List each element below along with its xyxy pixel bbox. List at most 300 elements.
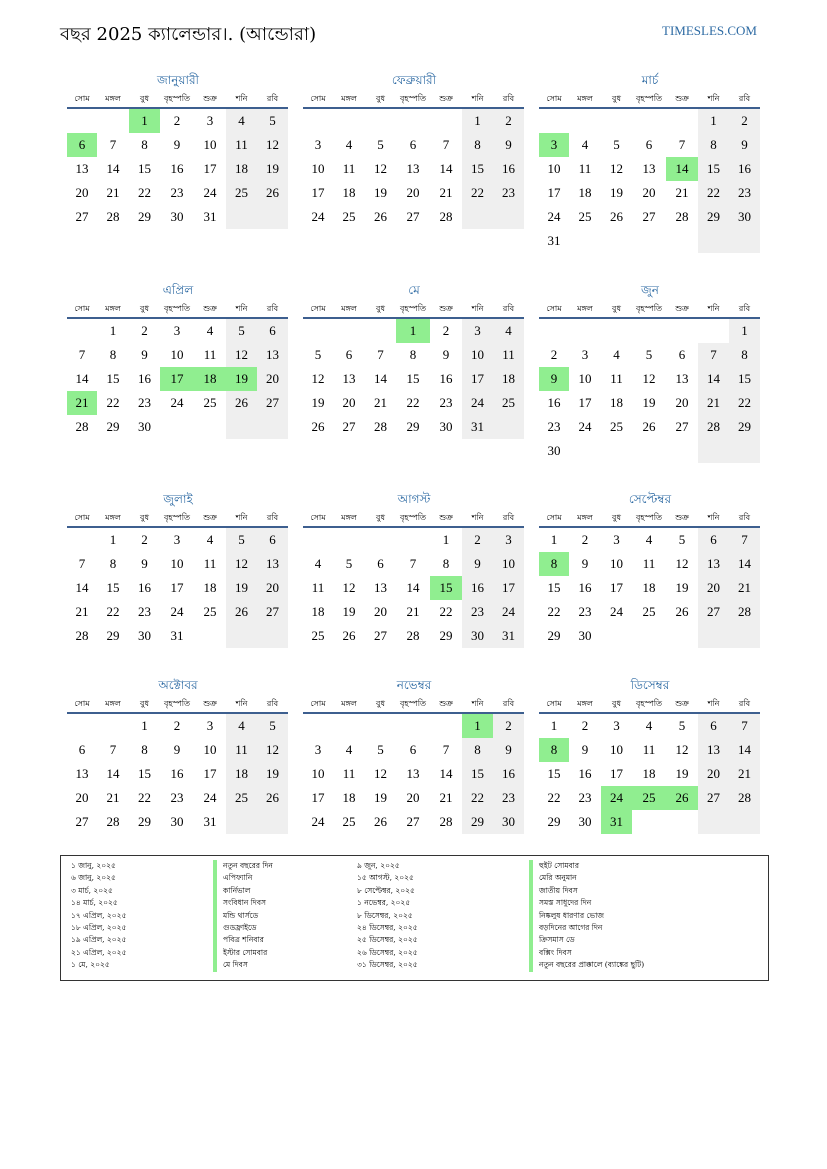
day-cell[interactable]: 8 (109, 556, 117, 571)
day-cell[interactable]: 6 (645, 137, 653, 152)
day-cell[interactable]: 21 (729, 576, 760, 600)
day-cell[interactable]: 30 (578, 628, 592, 643)
day-cell[interactable]: 17 (311, 790, 325, 805)
day-cell[interactable]: 3 (613, 718, 620, 733)
day-cell[interactable]: 5 (377, 742, 384, 757)
day-cell[interactable]: 14 (439, 766, 453, 781)
day-cell[interactable]: 10 (610, 742, 623, 757)
day-cell[interactable]: 26 (642, 419, 656, 434)
day-cell[interactable]: 13 (257, 552, 288, 576)
day-cell[interactable]: 9 (493, 738, 524, 762)
day-cell[interactable]: 29 (406, 419, 420, 434)
day-cell[interactable]: 24 (311, 814, 325, 829)
day-cell[interactable]: 12 (226, 552, 257, 576)
day-cell[interactable]: 12 (342, 580, 356, 595)
day-cell[interactable]: 2 (141, 532, 148, 547)
day-cell[interactable]: 29 (138, 209, 151, 224)
day-cell[interactable]: 21 (675, 185, 689, 200)
day-cell[interactable]: 6 (409, 137, 417, 152)
day-cell[interactable]: 30 (729, 205, 760, 229)
day-cell[interactable]: 8 (462, 738, 493, 762)
day-cell[interactable]: 19 (226, 367, 257, 391)
day-cell[interactable]: 14 (106, 161, 120, 176)
day-cell[interactable]: 12 (675, 556, 689, 571)
day-cell[interactable]: 5 (345, 556, 353, 571)
day-cell[interactable]: 8 (462, 133, 493, 157)
day-cell[interactable]: 30 (462, 624, 493, 648)
day-cell[interactable]: 16 (578, 766, 592, 781)
day-cell[interactable]: 20 (75, 185, 89, 200)
day-cell[interactable]: 31 (601, 810, 632, 834)
day-cell[interactable]: 29 (547, 814, 561, 829)
day-cell[interactable]: 17 (311, 185, 325, 200)
day-cell[interactable]: 26 (257, 786, 288, 810)
day-cell[interactable]: 1 (109, 323, 117, 338)
day-cell[interactable]: 10 (610, 556, 623, 571)
day-cell[interactable]: 22 (439, 604, 453, 619)
day-cell[interactable]: 27 (342, 419, 356, 434)
day-cell[interactable]: 19 (257, 157, 288, 181)
day-cell[interactable]: 1 (442, 532, 450, 547)
day-cell[interactable]: 15 (729, 367, 760, 391)
day-cell[interactable]: 23 (578, 790, 592, 805)
day-cell[interactable]: 1 (129, 109, 160, 133)
day-cell[interactable]: 4 (345, 742, 353, 757)
day-cell[interactable]: 13 (342, 371, 356, 386)
day-cell[interactable]: 25 (342, 814, 356, 829)
day-cell[interactable]: 17 (170, 580, 184, 595)
day-cell[interactable]: 11 (642, 556, 656, 571)
day-cell[interactable]: 11 (610, 371, 623, 386)
day-cell[interactable]: 25 (493, 391, 524, 415)
day-cell[interactable]: 29 (547, 628, 561, 643)
day-cell[interactable]: 11 (342, 161, 356, 176)
day-cell[interactable]: 20 (342, 395, 356, 410)
day-cell[interactable]: 24 (170, 395, 184, 410)
day-cell[interactable]: 18 (226, 157, 257, 181)
day-cell[interactable]: 18 (610, 395, 623, 410)
day-cell[interactable]: 13 (75, 161, 89, 176)
day-cell[interactable]: 17 (462, 367, 493, 391)
day-cell[interactable]: 25 (610, 419, 623, 434)
day-cell[interactable]: 23 (462, 600, 493, 624)
day-cell[interactable]: 25 (226, 786, 257, 810)
day-cell[interactable]: 3 (462, 319, 493, 343)
day-cell[interactable]: 16 (170, 161, 184, 176)
day-cell[interactable]: 25 (342, 209, 356, 224)
day-cell[interactable]: 4 (645, 532, 653, 547)
day-cell[interactable]: 23 (439, 395, 453, 410)
day-cell[interactable]: 20 (406, 790, 420, 805)
day-cell[interactable]: 20 (75, 790, 89, 805)
day-cell[interactable]: 20 (257, 367, 288, 391)
day-cell[interactable]: 16 (138, 371, 151, 386)
day-cell[interactable]: 27 (698, 786, 729, 810)
day-cell[interactable]: 27 (75, 209, 89, 224)
day-cell[interactable]: 30 (578, 814, 592, 829)
day-cell[interactable]: 1 (396, 319, 430, 343)
day-cell[interactable]: 19 (610, 185, 623, 200)
day-cell[interactable]: 4 (345, 137, 353, 152)
day-cell[interactable]: 26 (610, 209, 623, 224)
day-cell[interactable]: 13 (374, 580, 387, 595)
day-cell[interactable]: 7 (729, 714, 760, 738)
day-cell[interactable]: 6 (409, 742, 417, 757)
day-cell[interactable]: 24 (462, 391, 493, 415)
day-cell[interactable]: 15 (138, 161, 151, 176)
day-cell[interactable]: 7 (442, 742, 450, 757)
day-cell[interactable]: 16 (729, 157, 760, 181)
day-cell[interactable]: 8 (109, 347, 117, 362)
day-cell[interactable]: 11 (203, 347, 217, 362)
day-cell[interactable]: 17 (578, 395, 592, 410)
day-cell[interactable]: 26 (675, 604, 689, 619)
day-cell[interactable]: 18 (578, 185, 592, 200)
day-cell[interactable]: 18 (642, 766, 656, 781)
day-cell[interactable]: 18 (493, 367, 524, 391)
day-cell[interactable]: 21 (439, 790, 453, 805)
day-cell[interactable]: 23 (493, 181, 524, 205)
day-cell[interactable]: 16 (493, 762, 524, 786)
day-cell[interactable]: 28 (106, 814, 120, 829)
day-cell[interactable]: 6 (377, 556, 384, 571)
day-cell[interactable]: 9 (729, 133, 760, 157)
day-cell[interactable]: 3 (206, 718, 214, 733)
day-cell[interactable]: 10 (203, 137, 217, 152)
day-cell[interactable]: 2 (173, 113, 181, 128)
day-cell[interactable]: 10 (493, 552, 524, 576)
day-cell[interactable]: 24 (578, 419, 592, 434)
day-cell[interactable]: 16 (578, 580, 592, 595)
day-cell[interactable]: 25 (578, 209, 592, 224)
day-cell[interactable]: 23 (547, 419, 561, 434)
day-cell[interactable]: 11 (578, 161, 592, 176)
day-cell[interactable]: 21 (106, 790, 120, 805)
day-cell[interactable]: 20 (698, 762, 729, 786)
day-cell[interactable]: 9 (173, 137, 181, 152)
day-cell[interactable]: 4 (581, 137, 589, 152)
day-cell[interactable]: 20 (374, 604, 387, 619)
day-cell[interactable]: 15 (547, 580, 561, 595)
day-cell[interactable]: 11 (342, 766, 356, 781)
day-cell[interactable]: 15 (462, 762, 493, 786)
day-cell[interactable]: 3 (173, 532, 181, 547)
day-cell[interactable]: 3 (206, 113, 214, 128)
day-cell[interactable]: 2 (141, 323, 148, 338)
day-cell[interactable]: 19 (642, 395, 656, 410)
day-cell[interactable]: 9 (581, 742, 589, 757)
day-cell[interactable]: 19 (226, 576, 257, 600)
day-cell[interactable]: 5 (226, 319, 257, 343)
day-cell[interactable]: 22 (138, 185, 151, 200)
day-cell[interactable]: 18 (194, 367, 226, 391)
day-cell[interactable]: 17 (547, 185, 561, 200)
day-cell[interactable]: 15 (406, 371, 420, 386)
day-cell[interactable]: 9 (493, 133, 524, 157)
day-cell[interactable]: 5 (377, 137, 384, 152)
day-cell[interactable]: 27 (374, 628, 387, 643)
day-cell[interactable]: 22 (462, 181, 493, 205)
day-cell[interactable]: 20 (698, 576, 729, 600)
day-cell[interactable]: 7 (377, 347, 384, 362)
day-cell[interactable]: 24 (610, 604, 623, 619)
day-cell[interactable]: 14 (75, 371, 89, 386)
day-cell[interactable]: 16 (547, 395, 561, 410)
day-cell[interactable]: 1 (550, 718, 558, 733)
day-cell[interactable]: 10 (578, 371, 592, 386)
day-cell[interactable]: 2 (729, 109, 760, 133)
day-cell[interactable]: 21 (374, 395, 387, 410)
day-cell[interactable]: 13 (675, 371, 689, 386)
day-cell[interactable]: 30 (170, 209, 184, 224)
day-cell[interactable]: 11 (226, 133, 257, 157)
day-cell[interactable]: 9 (581, 556, 589, 571)
day-cell[interactable]: 11 (311, 580, 325, 595)
day-cell[interactable]: 12 (226, 343, 257, 367)
day-cell[interactable]: 14 (406, 580, 420, 595)
day-cell[interactable]: 15 (462, 157, 493, 181)
day-cell[interactable]: 26 (666, 786, 698, 810)
day-cell[interactable]: 30 (170, 814, 184, 829)
day-cell[interactable]: 29 (729, 415, 760, 439)
day-cell[interactable]: 15 (106, 580, 120, 595)
day-cell[interactable]: 3 (539, 133, 569, 157)
day-cell[interactable]: 1 (550, 532, 558, 547)
day-cell[interactable]: 2 (550, 347, 558, 362)
day-cell[interactable]: 4 (314, 556, 322, 571)
day-cell[interactable]: 12 (257, 738, 288, 762)
day-cell[interactable]: 27 (257, 391, 288, 415)
day-cell[interactable]: 6 (345, 347, 353, 362)
day-cell[interactable]: 24 (493, 600, 524, 624)
day-cell[interactable]: 17 (203, 161, 217, 176)
day-cell[interactable]: 12 (374, 766, 387, 781)
day-cell[interactable]: 18 (342, 790, 356, 805)
day-cell[interactable]: 31 (493, 624, 524, 648)
day-cell[interactable]: 7 (678, 137, 686, 152)
day-cell[interactable]: 17 (610, 580, 623, 595)
day-cell[interactable]: 7 (78, 556, 86, 571)
day-cell[interactable]: 25 (226, 181, 257, 205)
day-cell[interactable]: 28 (675, 209, 689, 224)
day-cell[interactable]: 2 (462, 528, 493, 552)
day-cell[interactable]: 15 (138, 766, 151, 781)
day-cell[interactable]: 18 (342, 185, 356, 200)
day-cell[interactable]: 22 (106, 604, 120, 619)
day-cell[interactable]: 15 (106, 371, 120, 386)
day-cell[interactable]: 12 (311, 371, 325, 386)
day-cell[interactable]: 14 (75, 580, 89, 595)
day-cell[interactable]: 21 (439, 185, 453, 200)
day-cell[interactable]: 12 (642, 371, 656, 386)
day-cell[interactable]: 3 (493, 528, 524, 552)
day-cell[interactable]: 8 (539, 738, 569, 762)
day-cell[interactable]: 28 (406, 628, 420, 643)
day-cell[interactable]: 28 (374, 419, 387, 434)
day-cell[interactable]: 31 (547, 233, 561, 248)
day-cell[interactable]: 23 (729, 181, 760, 205)
day-cell[interactable]: 14 (106, 766, 120, 781)
site-link[interactable]: TIMESLES.COM (662, 23, 757, 38)
day-cell[interactable]: 7 (409, 556, 417, 571)
day-cell[interactable]: 21 (106, 185, 120, 200)
day-cell[interactable]: 15 (698, 157, 729, 181)
day-cell[interactable]: 22 (106, 395, 120, 410)
day-cell[interactable]: 9 (539, 367, 569, 391)
day-cell[interactable]: 25 (642, 604, 656, 619)
day-cell[interactable]: 14 (439, 161, 453, 176)
day-cell[interactable]: 1 (109, 532, 117, 547)
day-cell[interactable]: 25 (203, 604, 217, 619)
day-cell[interactable]: 7 (729, 528, 760, 552)
day-cell[interactable]: 1 (462, 109, 493, 133)
day-cell[interactable]: 23 (578, 604, 592, 619)
day-cell[interactable]: 17 (160, 367, 194, 391)
day-cell[interactable]: 26 (342, 628, 356, 643)
day-cell[interactable]: 13 (698, 738, 729, 762)
day-cell[interactable]: 31 (170, 628, 184, 643)
day-cell[interactable]: 28 (439, 209, 453, 224)
day-cell[interactable]: 23 (170, 790, 184, 805)
day-cell[interactable]: 27 (642, 209, 656, 224)
day-cell[interactable]: 10 (170, 347, 184, 362)
day-cell[interactable]: 6 (67, 133, 97, 157)
day-cell[interactable]: 30 (493, 810, 524, 834)
day-cell[interactable]: 9 (141, 556, 148, 571)
day-cell[interactable]: 2 (493, 109, 524, 133)
day-cell[interactable]: 10 (203, 742, 217, 757)
day-cell[interactable]: 6 (698, 714, 729, 738)
day-cell[interactable]: 10 (311, 161, 325, 176)
day-cell[interactable]: 22 (698, 181, 729, 205)
day-cell[interactable]: 2 (173, 718, 181, 733)
day-cell[interactable]: 9 (462, 552, 493, 576)
day-cell[interactable]: 27 (406, 209, 420, 224)
day-cell[interactable]: 5 (314, 347, 322, 362)
day-cell[interactable]: 7 (442, 137, 450, 152)
day-cell[interactable]: 19 (675, 580, 689, 595)
day-cell[interactable]: 19 (374, 790, 387, 805)
day-cell[interactable]: 9 (173, 742, 181, 757)
day-cell[interactable]: 8 (698, 133, 729, 157)
day-cell[interactable]: 21 (698, 391, 729, 415)
day-cell[interactable]: 29 (439, 628, 453, 643)
day-cell[interactable]: 1 (729, 319, 760, 343)
day-cell[interactable]: 25 (311, 628, 325, 643)
day-cell[interactable]: 23 (138, 604, 151, 619)
day-cell[interactable]: 31 (462, 415, 493, 439)
day-cell[interactable]: 7 (109, 742, 117, 757)
day-cell[interactable]: 8 (141, 742, 148, 757)
day-cell[interactable]: 9 (141, 347, 148, 362)
day-cell[interactable]: 7 (109, 137, 117, 152)
day-cell[interactable]: 20 (406, 185, 420, 200)
day-cell[interactable]: 4 (613, 347, 620, 362)
day-cell[interactable]: 22 (547, 604, 561, 619)
day-cell[interactable]: 28 (106, 209, 120, 224)
day-cell[interactable]: 18 (203, 580, 217, 595)
day-cell[interactable]: 3 (314, 742, 322, 757)
day-cell[interactable]: 5 (226, 528, 257, 552)
day-cell[interactable]: 28 (729, 600, 760, 624)
day-cell[interactable]: 8 (729, 343, 760, 367)
day-cell[interactable]: 25 (203, 395, 217, 410)
day-cell[interactable]: 29 (698, 205, 729, 229)
day-cell[interactable]: 5 (645, 347, 653, 362)
day-cell[interactable]: 2 (581, 718, 589, 733)
day-cell[interactable]: 27 (75, 814, 89, 829)
day-cell[interactable]: 14 (666, 157, 698, 181)
day-cell[interactable]: 31 (203, 814, 217, 829)
day-cell[interactable]: 30 (138, 628, 151, 643)
day-cell[interactable]: 2 (493, 714, 524, 738)
day-cell[interactable]: 27 (406, 814, 420, 829)
day-cell[interactable]: 26 (374, 814, 387, 829)
day-cell[interactable]: 4 (206, 323, 214, 338)
day-cell[interactable]: 5 (613, 137, 620, 152)
day-cell[interactable]: 26 (311, 419, 325, 434)
day-cell[interactable]: 19 (374, 185, 387, 200)
day-cell[interactable]: 11 (493, 343, 524, 367)
day-cell[interactable]: 24 (311, 209, 325, 224)
day-cell[interactable]: 11 (642, 742, 656, 757)
day-cell[interactable]: 6 (698, 528, 729, 552)
day-cell[interactable]: 4 (226, 109, 257, 133)
day-cell[interactable]: 5 (257, 714, 288, 738)
day-cell[interactable]: 13 (257, 343, 288, 367)
day-cell[interactable]: 30 (547, 443, 561, 458)
day-cell[interactable]: 24 (547, 209, 561, 224)
day-cell[interactable]: 27 (698, 600, 729, 624)
day-cell[interactable]: 8 (442, 556, 450, 571)
day-cell[interactable]: 23 (138, 395, 151, 410)
day-cell[interactable]: 18 (226, 762, 257, 786)
day-cell[interactable]: 17 (203, 766, 217, 781)
day-cell[interactable]: 22 (138, 790, 151, 805)
day-cell[interactable]: 2 (442, 323, 450, 338)
day-cell[interactable]: 1 (141, 718, 148, 733)
day-cell[interactable]: 4 (226, 714, 257, 738)
day-cell[interactable]: 20 (257, 576, 288, 600)
day-cell[interactable]: 28 (439, 814, 453, 829)
day-cell[interactable]: 4 (206, 532, 214, 547)
day-cell[interactable]: 24 (203, 185, 217, 200)
day-cell[interactable]: 3 (613, 532, 620, 547)
day-cell[interactable]: 21 (406, 604, 420, 619)
day-cell[interactable]: 10 (547, 161, 561, 176)
day-cell[interactable]: 16 (439, 371, 453, 386)
day-cell[interactable]: 24 (203, 790, 217, 805)
day-cell[interactable]: 21 (729, 762, 760, 786)
day-cell[interactable]: 22 (547, 790, 561, 805)
day-cell[interactable]: 5 (257, 109, 288, 133)
day-cell[interactable]: 12 (374, 161, 387, 176)
day-cell[interactable]: 14 (729, 552, 760, 576)
day-cell[interactable]: 16 (138, 580, 151, 595)
day-cell[interactable]: 15 (430, 576, 462, 600)
day-cell[interactable]: 26 (374, 209, 387, 224)
day-cell[interactable]: 8 (409, 347, 417, 362)
day-cell[interactable]: 8 (141, 137, 148, 152)
day-cell[interactable]: 10 (462, 343, 493, 367)
day-cell[interactable]: 23 (493, 786, 524, 810)
day-cell[interactable]: 27 (257, 600, 288, 624)
day-cell[interactable]: 31 (203, 209, 217, 224)
day-cell[interactable]: 26 (226, 391, 257, 415)
day-cell[interactable]: 29 (138, 814, 151, 829)
day-cell[interactable]: 28 (75, 419, 89, 434)
day-cell[interactable]: 15 (547, 766, 561, 781)
